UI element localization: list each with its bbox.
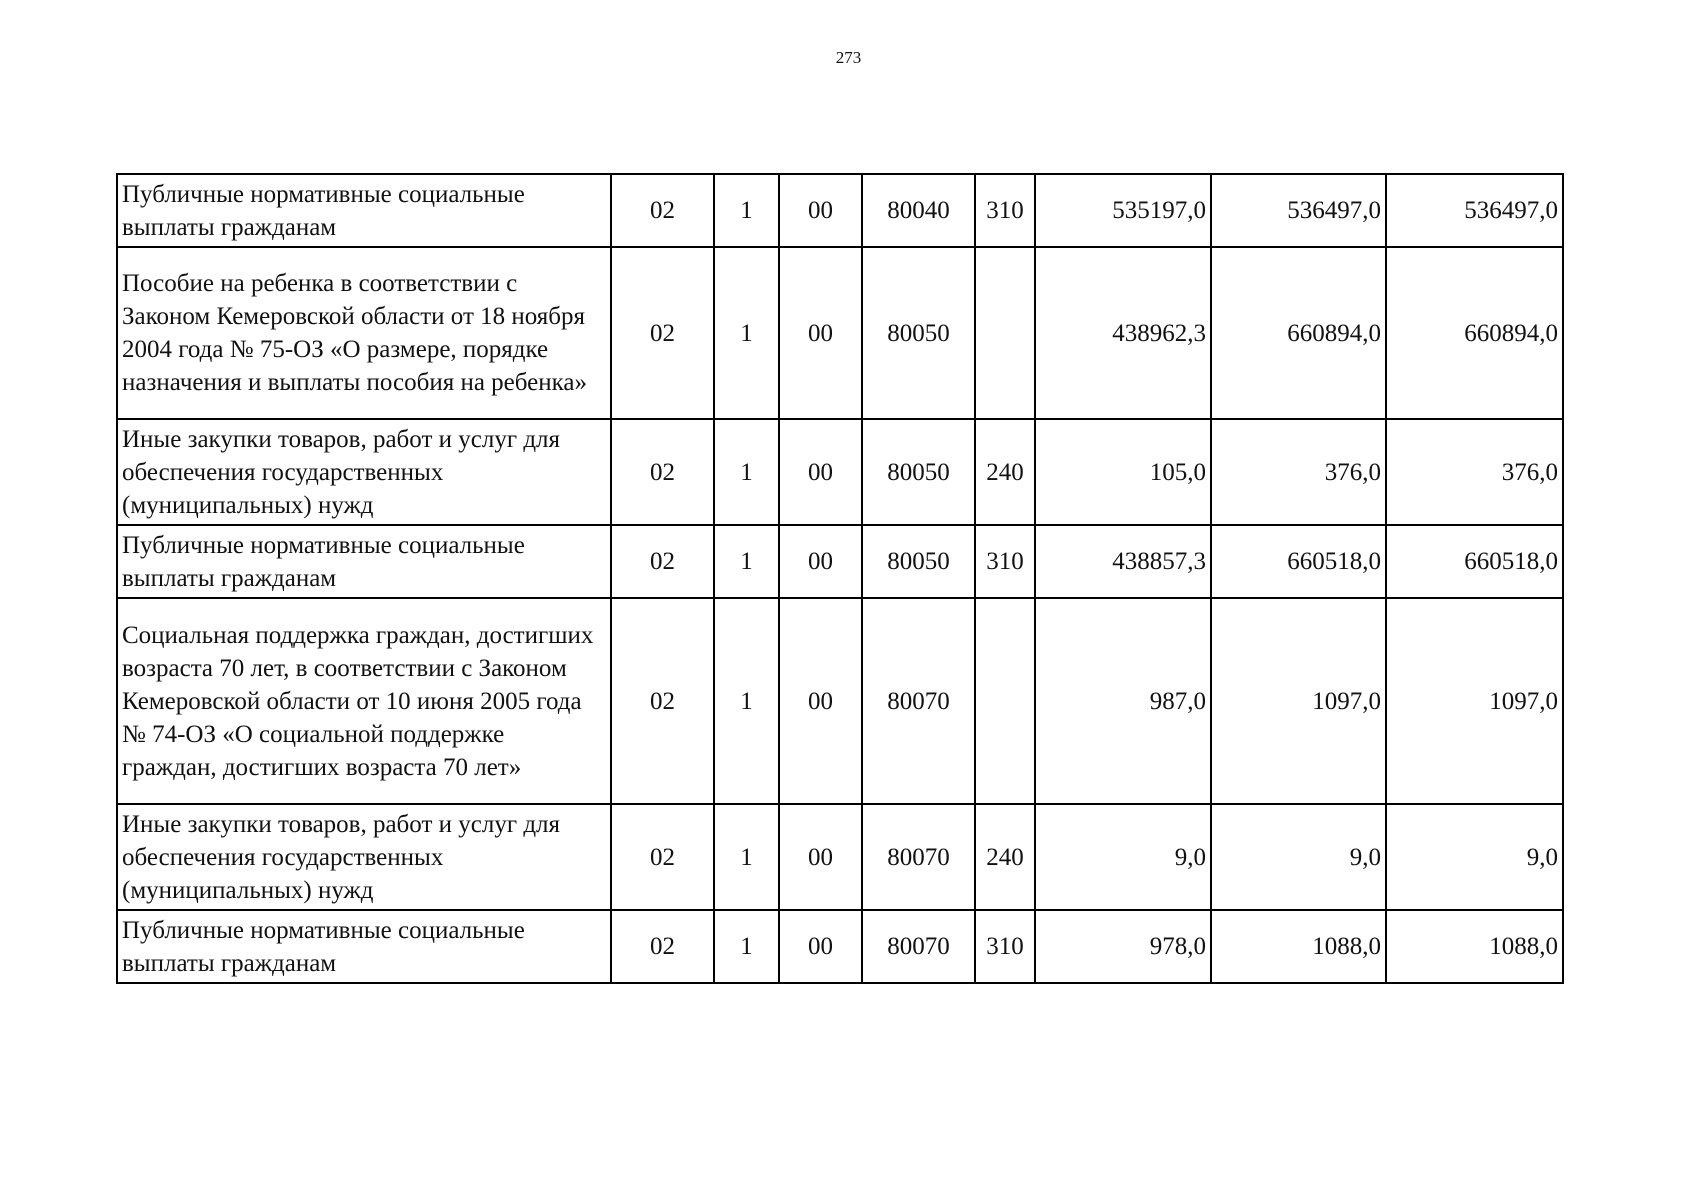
amount-3: 376,0 bbox=[1386, 419, 1563, 525]
subprogram-code: 1 bbox=[714, 419, 779, 525]
table-row bbox=[117, 598, 1563, 804]
table-row bbox=[117, 247, 1563, 419]
program-code: 02 bbox=[611, 910, 714, 983]
amount-2: 660894,0 bbox=[1211, 247, 1386, 419]
subprogram-code: 1 bbox=[714, 247, 779, 419]
amount-3: 660518,0 bbox=[1386, 525, 1563, 598]
expense-code: 80050 bbox=[862, 419, 975, 525]
row-description: Иные закупки товаров, работ и услуг для обеспечения государственных (муниципальных) нужд bbox=[117, 804, 611, 910]
row-description: Публичные нормативные социальные выплаты гражданам bbox=[117, 910, 611, 983]
amount-1: 438962,3 bbox=[1035, 247, 1211, 419]
amount-2: 376,0 bbox=[1211, 419, 1386, 525]
program-code: 02 bbox=[611, 174, 714, 247]
expense-code: 80070 bbox=[862, 598, 975, 804]
direction-code: 00 bbox=[779, 910, 862, 983]
amount-2: 9,0 bbox=[1211, 804, 1386, 910]
amount-1: 9,0 bbox=[1035, 804, 1211, 910]
program-code: 02 bbox=[611, 419, 714, 525]
expense-type-code bbox=[975, 247, 1035, 419]
table-row bbox=[117, 525, 1563, 598]
amount-1: 987,0 bbox=[1035, 598, 1211, 804]
amount-2: 1088,0 bbox=[1211, 910, 1386, 983]
program-code: 02 bbox=[611, 598, 714, 804]
expense-code: 80070 bbox=[862, 910, 975, 983]
program-code: 02 bbox=[611, 804, 714, 910]
expense-code: 80050 bbox=[862, 525, 975, 598]
row-description: Пособие на ребенка в соответствии с Законом Кемеровской области от 18 ноября 2004 года № 75-ОЗ «О размере, порядке назначения и выплаты пособия на ребенка» bbox=[117, 247, 611, 419]
amount-1: 438857,3 bbox=[1035, 525, 1211, 598]
amount-2: 1097,0 bbox=[1211, 598, 1386, 804]
table-row bbox=[117, 174, 1563, 247]
amount-3: 9,0 bbox=[1386, 804, 1563, 910]
amount-1: 535197,0 bbox=[1035, 174, 1211, 247]
row-description: Публичные нормативные социальные выплаты гражданам bbox=[117, 174, 611, 247]
direction-code: 00 bbox=[779, 804, 862, 910]
direction-code: 00 bbox=[779, 247, 862, 419]
row-description: Публичные нормативные социальные выплаты гражданам bbox=[117, 525, 611, 598]
direction-code: 00 bbox=[779, 174, 862, 247]
row-description: Иные закупки товаров, работ и услуг для обеспечения государственных (муниципальных) нужд bbox=[117, 419, 611, 525]
expense-type-code: 240 bbox=[975, 804, 1035, 910]
table-row bbox=[117, 419, 1563, 525]
expense-type-code: 240 bbox=[975, 419, 1035, 525]
table-row bbox=[117, 804, 1563, 910]
expense-type-code bbox=[975, 598, 1035, 804]
direction-code: 00 bbox=[779, 598, 862, 804]
amount-2: 660518,0 bbox=[1211, 525, 1386, 598]
page-number: 273 bbox=[835, 48, 862, 67]
expense-code: 80050 bbox=[862, 247, 975, 419]
subprogram-code: 1 bbox=[714, 910, 779, 983]
expense-type-code: 310 bbox=[975, 525, 1035, 598]
amount-3: 1088,0 bbox=[1386, 910, 1563, 983]
subprogram-code: 1 bbox=[714, 804, 779, 910]
budget-table bbox=[116, 173, 1564, 984]
subprogram-code: 1 bbox=[714, 598, 779, 804]
direction-code: 00 bbox=[779, 525, 862, 598]
amount-1: 105,0 bbox=[1035, 419, 1211, 525]
amount-1: 978,0 bbox=[1035, 910, 1211, 983]
row-description: Социальная поддержка граждан, достигших возраста 70 лет, в соответствии с Законом Кемеровской области от 10 июня 2005 года № 74-ОЗ «О социальной поддержке граждан, достигших возраста 70 лет» bbox=[117, 598, 611, 804]
expense-type-code: 310 bbox=[975, 910, 1035, 983]
subprogram-code: 1 bbox=[714, 174, 779, 247]
direction-code: 00 bbox=[779, 419, 862, 525]
expense-code: 80070 bbox=[862, 804, 975, 910]
amount-3: 536497,0 bbox=[1386, 174, 1563, 247]
program-code: 02 bbox=[611, 525, 714, 598]
amount-3: 660894,0 bbox=[1386, 247, 1563, 419]
expense-code: 80040 bbox=[862, 174, 975, 247]
program-code: 02 bbox=[611, 247, 714, 419]
table-row bbox=[117, 910, 1563, 983]
amount-3: 1097,0 bbox=[1386, 598, 1563, 804]
amount-2: 536497,0 bbox=[1211, 174, 1386, 247]
subprogram-code: 1 bbox=[714, 525, 779, 598]
expense-type-code: 310 bbox=[975, 174, 1035, 247]
